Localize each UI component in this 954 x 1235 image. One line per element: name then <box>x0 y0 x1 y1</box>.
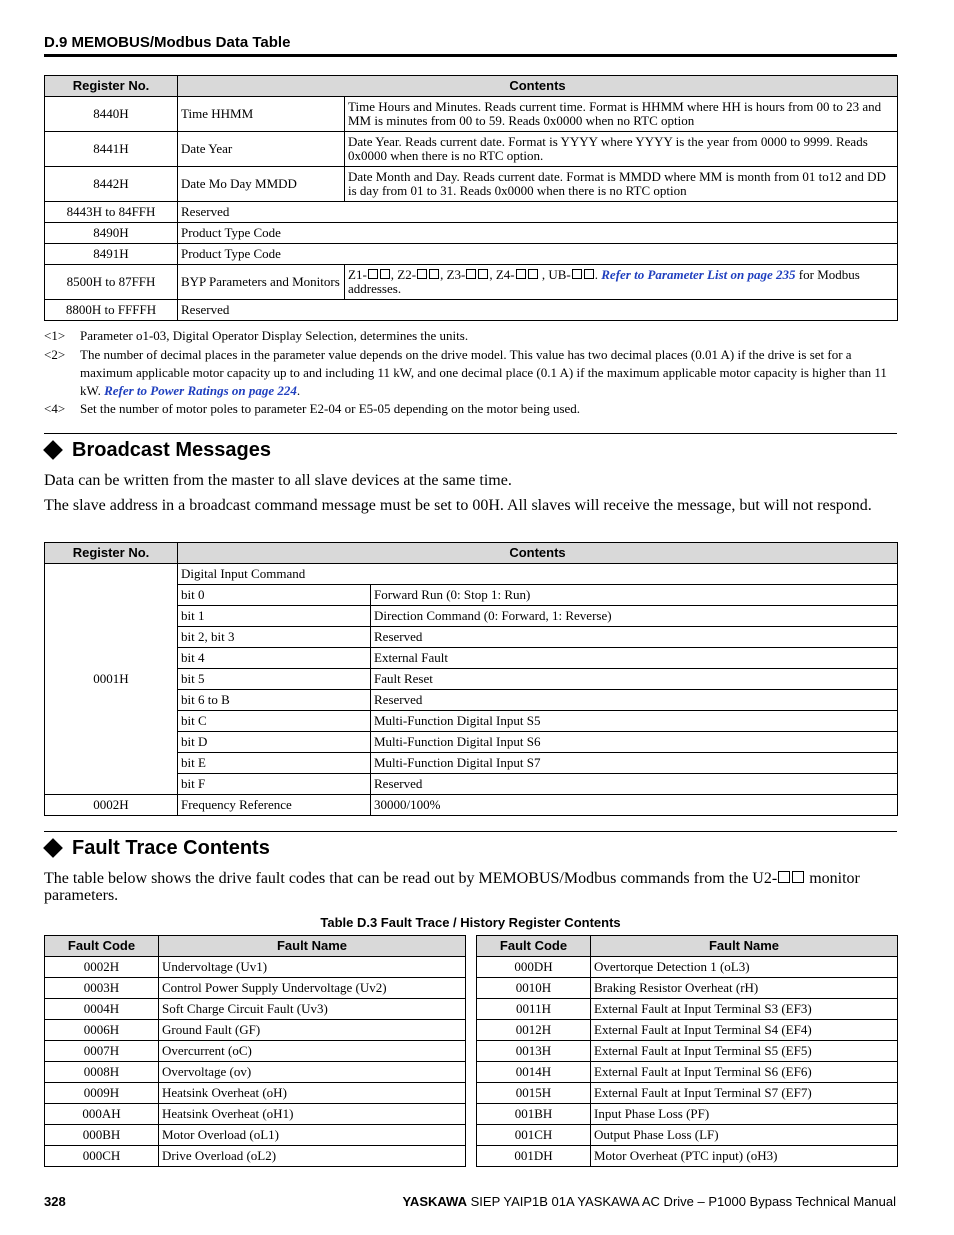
placeholder-box-icon <box>528 269 538 279</box>
broadcast-paragraph-2: The slave address in a broadcast command message must be set to 00H. All slaves will receive the message, but will not respond. <box>44 497 872 514</box>
bit-cell: bit 6 to B <box>178 690 371 711</box>
fault-code-cell: 000BH <box>45 1125 159 1146</box>
desc-cell: Date Month and Day. Reads current date. Format is MMDD where MM is month from 01 to12 and DD is day from 01 to 31. Reads 0x0000 when there is no RTC option <box>345 167 898 202</box>
table-row <box>45 564 898 585</box>
placeholder-box-icon <box>572 269 582 279</box>
table-row <box>45 132 898 167</box>
fault-code-cell: 0009H <box>45 1083 159 1104</box>
footnote <box>44 346 897 400</box>
placeholder-box-icon <box>584 269 594 279</box>
z2-label: , Z2- <box>390 267 417 282</box>
fault-name-cell: Motor Overload (oL1) <box>159 1125 466 1146</box>
bit-cell: bit D <box>178 732 371 753</box>
fault-code-cell: 0007H <box>45 1041 159 1062</box>
ub-label: , UB- <box>538 267 571 282</box>
bit-desc-cell: Reserved <box>371 690 898 711</box>
footer-title: SIEP YAIP1B 01A YASKAWA AC Drive – P1000 Bypass Technical Manual <box>467 1194 896 1209</box>
parameter-list-link[interactable]: Refer to Parameter List on page 235 <box>601 267 796 282</box>
col-fault-code: Fault Code <box>45 936 159 957</box>
z3-label: , Z3- <box>440 267 466 282</box>
footnote-text: Set the number of motor poles to parameter E2-04 or E5-05 depending on the motor being used. <box>80 401 581 416</box>
section-divider <box>44 433 897 434</box>
bit-desc-cell: Reserved <box>371 627 898 648</box>
table-header-row <box>45 543 898 564</box>
table-row <box>45 1125 466 1146</box>
bit-cell: bit 0 <box>178 585 371 606</box>
register-cell: 8442H <box>45 167 178 202</box>
footnote-key: <1> <box>44 328 66 343</box>
diamond-bullet-icon <box>43 838 63 858</box>
table-row <box>477 1146 898 1167</box>
register-cell: 8440H <box>45 97 178 132</box>
fault-code-cell: 000DH <box>477 957 591 978</box>
freq-cell: Frequency Reference <box>178 795 371 816</box>
placeholder-box-icon <box>478 269 488 279</box>
register-cell: 8800H to FFFFH <box>45 300 178 321</box>
fault-title: Fault Trace Contents <box>72 836 270 859</box>
placeholder-box-icon <box>429 269 439 279</box>
table-row <box>45 300 898 321</box>
fault-paragraph-end: monitor parameters. <box>44 870 860 904</box>
fault-name-cell: Heatsink Overheat (oH) <box>159 1083 466 1104</box>
fault-name-cell: Soft Charge Circuit Fault (Uv3) <box>159 999 466 1020</box>
bit-desc-cell: Reserved <box>371 774 898 795</box>
footnote <box>44 400 897 418</box>
bit-desc-cell: Multi-Function Digital Input S6 <box>371 732 898 753</box>
freq-value-cell: 30000/100% <box>371 795 898 816</box>
table-row <box>45 1020 466 1041</box>
table-caption: Table D.3 Fault Trace / History Register Contents <box>320 915 621 930</box>
desc-cell: Date Year. Reads current date. Format is YYYY where YYYY is the year from 0000 to 9999. Reads 0x0000 when there is no RTC option. <box>345 132 898 167</box>
placeholder-box-icon <box>380 269 390 279</box>
fault-name-cell: Overtorque Detection 1 (oL3) <box>591 957 898 978</box>
table-row <box>45 1146 466 1167</box>
fault-name-cell: Overvoltage (ov) <box>159 1062 466 1083</box>
fault-name-cell: Ground Fault (GF) <box>159 1020 466 1041</box>
fault-code-cell: 001DH <box>477 1146 591 1167</box>
broadcast-table <box>44 542 898 816</box>
col-register-no: Register No. <box>45 76 178 97</box>
fault-name-cell: External Fault at Input Terminal S6 (EF6) <box>591 1062 898 1083</box>
desc-cell: Time Hours and Minutes. Reads current time. Format is HHMM where HH is hours from 00 to 23 and MM is minutes from 00 to 59. Reads 0x0000 when no RTC option <box>345 97 898 132</box>
fault-name-cell: Heatsink Overheat (oH1) <box>159 1104 466 1125</box>
fault-name-cell: Motor Overheat (PTC input) (oH3) <box>591 1146 898 1167</box>
table-row <box>477 1041 898 1062</box>
placeholder-box-icon <box>516 269 526 279</box>
desc-cell <box>345 265 898 300</box>
col-fault-name: Fault Name <box>159 936 466 957</box>
broadcast-title: Broadcast Messages <box>72 438 271 461</box>
table-row <box>45 223 898 244</box>
bit-cell: bit F <box>178 774 371 795</box>
table-header-row <box>45 936 466 957</box>
bit-desc-cell: External Fault <box>371 648 898 669</box>
fault-name-cell: Input Phase Loss (PF) <box>591 1104 898 1125</box>
fault-code-cell: 0002H <box>45 957 159 978</box>
col-contents: Contents <box>178 76 898 97</box>
fault-name-cell: External Fault at Input Terminal S5 (EF5) <box>591 1041 898 1062</box>
name-cell: Product Type Code <box>178 244 898 265</box>
table-row <box>477 978 898 999</box>
section-header: D.9 MEMOBUS/Modbus Data Table <box>44 34 291 51</box>
register-cell: 8443H to 84FFH <box>45 202 178 223</box>
bit-cell: bit 1 <box>178 606 371 627</box>
footnote-text <box>80 346 898 400</box>
diamond-bullet-icon <box>43 440 63 460</box>
footnote-body: The number of decimal places in the parameter value depends on the drive model. This value has two decimal places (0.01 A) if the drive is set for a maximum applicable motor capacity up to and including 11 kW, and one decimal place (0.1 A) if the maximum applicable motor capacity is higher than 11 kW. <box>80 347 887 398</box>
name-cell: Product Type Code <box>178 223 898 244</box>
bit-cell: bit 5 <box>178 669 371 690</box>
fault-code-cell: 0006H <box>45 1020 159 1041</box>
footnote-text: Parameter o1-03, Digital Operator Display Selection, determines the units. <box>80 328 469 343</box>
register-cell: 0002H <box>45 795 178 816</box>
z4-label: , Z4- <box>489 267 515 282</box>
broadcast-heading <box>44 438 271 462</box>
footnote-key: <2> <box>44 347 66 362</box>
after-text: for Modbus addresses. <box>348 267 860 296</box>
name-cell: Date Year <box>178 132 345 167</box>
name-cell: BYP Parameters and Monitors <box>178 265 345 300</box>
fault-name-cell: Overcurrent (oC) <box>159 1041 466 1062</box>
fault-code-cell: 0014H <box>477 1062 591 1083</box>
register-cell: 8490H <box>45 223 178 244</box>
fault-code-cell: 0013H <box>477 1041 591 1062</box>
fault-code-cell: 0003H <box>45 978 159 999</box>
fault-code-cell: 000AH <box>45 1104 159 1125</box>
section-divider <box>44 831 897 832</box>
fault-name-cell: Drive Overload (oL2) <box>159 1146 466 1167</box>
table-row <box>45 167 898 202</box>
col-contents: Contents <box>178 543 898 564</box>
bit-cell: bit C <box>178 711 371 732</box>
dot-text: . <box>594 267 602 282</box>
table-row <box>45 1104 466 1125</box>
table-row <box>477 1104 898 1125</box>
table-header-row <box>45 76 898 97</box>
placeholder-box-icon <box>466 269 476 279</box>
table-row <box>45 1041 466 1062</box>
fault-name-cell: External Fault at Input Terminal S7 (EF7) <box>591 1083 898 1104</box>
table-row <box>477 1062 898 1083</box>
fault-paragraph-start: The table below shows the drive fault codes that can be read out by MEMOBUS/Modbus commands from the U2- <box>44 870 778 887</box>
table-row <box>477 1083 898 1104</box>
fault-name-cell: External Fault at Input Terminal S4 (EF4) <box>591 1020 898 1041</box>
register-cell: 8500H to 87FFH <box>45 265 178 300</box>
fault-code-cell: 0004H <box>45 999 159 1020</box>
fault-name-cell: Output Phase Loss (LF) <box>591 1125 898 1146</box>
fault-name-cell: Control Power Supply Undervoltage (Uv2) <box>159 978 466 999</box>
header-rule <box>44 54 897 57</box>
table-row <box>45 97 898 132</box>
placeholder-box-icon <box>417 269 427 279</box>
group-cell: Digital Input Command <box>178 564 898 585</box>
table-row <box>45 999 466 1020</box>
table-row <box>45 1062 466 1083</box>
broadcast-paragraph-1: Data can be written from the master to all slave devices at the same time. <box>44 472 512 489</box>
footer-brand: YASKAWA <box>402 1194 467 1209</box>
table-row <box>45 957 466 978</box>
register-cell: 0001H <box>45 564 178 795</box>
fault-paragraph <box>44 870 897 904</box>
col-register-no: Register No. <box>45 543 178 564</box>
bit-desc-cell: Direction Command (0: Forward, 1: Reverse) <box>371 606 898 627</box>
bit-desc-cell: Fault Reset <box>371 669 898 690</box>
register-table <box>44 75 898 321</box>
placeholder-box-icon <box>792 871 804 883</box>
name-cell: Reserved <box>178 300 898 321</box>
bit-cell: bit 4 <box>178 648 371 669</box>
table-row <box>477 1125 898 1146</box>
table-row <box>45 978 466 999</box>
fault-code-cell: 0011H <box>477 999 591 1020</box>
register-cell: 8491H <box>45 244 178 265</box>
fault-code-cell: 0012H <box>477 1020 591 1041</box>
table-row <box>45 1083 466 1104</box>
bit-desc-cell: Forward Run (0: Stop 1: Run) <box>371 585 898 606</box>
table-row <box>45 795 898 816</box>
bit-cell: bit E <box>178 753 371 774</box>
fault-name-cell: Braking Resistor Overheat (rH) <box>591 978 898 999</box>
col-fault-name: Fault Name <box>591 936 898 957</box>
footer-manual <box>402 1194 896 1209</box>
fault-code-cell: 001BH <box>477 1104 591 1125</box>
bit-desc-cell: Multi-Function Digital Input S5 <box>371 711 898 732</box>
fault-code-cell: 001CH <box>477 1125 591 1146</box>
table-row <box>477 957 898 978</box>
fault-code-cell: 000CH <box>45 1146 159 1167</box>
table-row <box>477 999 898 1020</box>
bit-desc-cell: Multi-Function Digital Input S7 <box>371 753 898 774</box>
fault-code-cell: 0015H <box>477 1083 591 1104</box>
name-cell: Date Mo Day MMDD <box>178 167 345 202</box>
col-fault-code: Fault Code <box>477 936 591 957</box>
table-row <box>45 265 898 300</box>
z1-label: Z1- <box>348 267 367 282</box>
table-header-row <box>477 936 898 957</box>
fault-code-cell: 0008H <box>45 1062 159 1083</box>
table-row <box>477 1020 898 1041</box>
footnote-after: . <box>296 383 301 398</box>
name-cell: Time HHMM <box>178 97 345 132</box>
name-cell: Reserved <box>178 202 898 223</box>
bit-cell: bit 2, bit 3 <box>178 627 371 648</box>
placeholder-box-icon <box>778 871 790 883</box>
page-number: 328 <box>44 1194 66 1209</box>
placeholder-box-icon <box>368 269 378 279</box>
table-row <box>45 244 898 265</box>
footnote-key: <4> <box>44 401 66 416</box>
fault-table-right <box>476 935 898 1167</box>
fault-heading <box>44 836 270 860</box>
fault-name-cell: External Fault at Input Terminal S3 (EF3) <box>591 999 898 1020</box>
register-cell: 8441H <box>45 132 178 167</box>
fault-table-left <box>44 935 466 1167</box>
fault-code-cell: 0010H <box>477 978 591 999</box>
footnote <box>44 327 897 345</box>
power-ratings-link[interactable]: Refer to Power Ratings on page 224 <box>104 383 297 398</box>
table-row <box>45 202 898 223</box>
fault-name-cell: Undervoltage (Uv1) <box>159 957 466 978</box>
